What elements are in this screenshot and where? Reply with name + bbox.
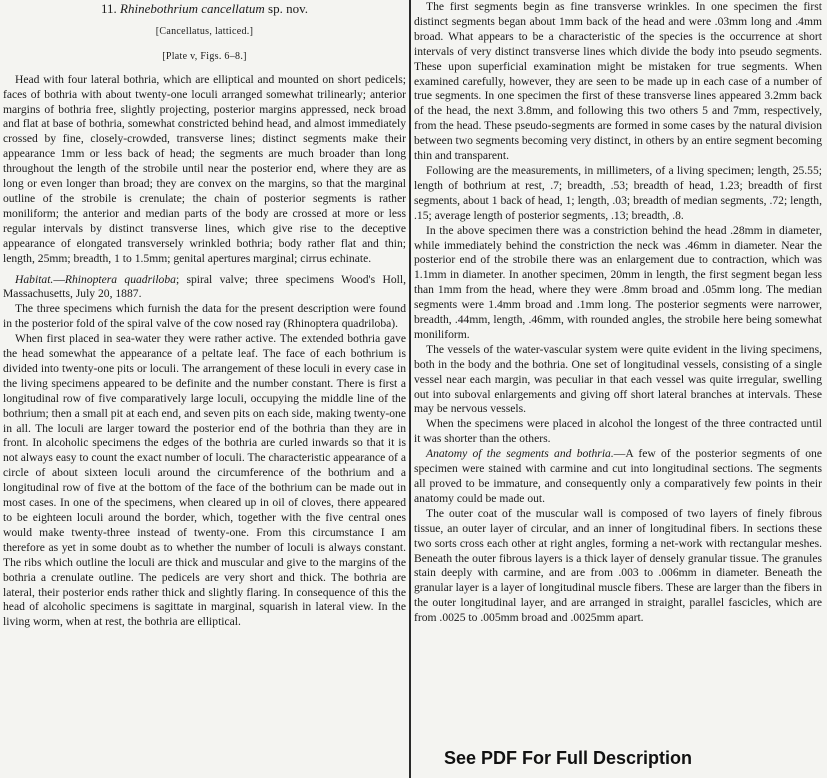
measurements-paragraph: Following are the measurements, in millimeters, of a living specimen; length, 25.55; length of bothrium at rest, .7; breadth, .53; breadth of head, 1.23; breadth of first segments, about 1 back of head, 1; length, .03; breadth of median segments, .72; length, .15; average length of posterior segments, .13; breadth, .8. [414,163,822,222]
habitat-paragraph: Habitat.—Rhinoptera quadriloba; spiral valve; three specimens Wood's Holl, Massachusetts, July 20, 1887. [3,272,406,301]
right-column [414,0,822,626]
habitat-label: Habitat. [15,272,54,286]
segments-paragraph: The first segments begin as fine transverse wrinkles. In one specimen the first distinct segments began about 1mm back of the head and were .03mm long and .4mm broad. What appears to be a characteristic of the species is the occurrence at short intervals of very distinct transverse lines which divide the body into pseudo segments. These upon superficial examination might be mistaken for true segments. When examined carefully, however, they are seen to be made up in each case of a number of true segments. In one specimen the first of these transverse lines appeared 3.2mm back of the head, the next 3.8mm, and following this two others 5 and 7mm, respectively, from the head. These pseudo-segments are formed in some cases by the natural division between two segments becoming very distinct, in others by an entire segment becoming thin and transparent. [414,0,822,163]
muscular-wall-paragraph: The outer coat of the muscular wall is composed of two layers of finely fibrous tissue, an outer layer of circular, and an inner of longitudinal fibers. In sections these two sorts cross each other at right angles, forming a net-work with rectangular meshes. Beneath the outer fibrous layers is a thick layer of densely granular tissue. The granules stain deeply with carmine, and are from .003 to .006mm in diameter. Beneath the granular layer is a layer of longitudinal muscle fibers. These are larger than the fibers in the outer longitudinal layer, and are arranged in straight, parallel fascicles, which are from .0025 to .005mm broad and .0025mm apart. [414,506,822,625]
anatomy-label: Anatomy of the segments and bothria. [426,447,614,461]
description-paragraph: Head with four lateral bothria, which are elliptical and mounted on short pedicels; faces of bothria with about twenty-one loculi arranged somewhat trilinearly; anterior margins of bothria free, slightly projecting, posterior margins appressed, neck broad and flat at base of bothria, somewhat constricted behind head, and almost immediately crossed by fine, closely-crowded, transverse lines; distinct segments make their appearance 1mm or less back of head; the segments are much broader than long throughout the length of the strobile until near the posterior end, where they are as long or even longer than broad; they are convex on the margins, so that the marginal outline of the strobile is crenulate; the chain of posterior segments is rather moniliform; the anterior and median parts of the body are crossed at more or less regular intervals by distinct transverse lines, which give rise to the deceptive appearance of elongated transversely wrinkled bothria; body rather flat and thin; length, 25mm; breadth, 1 to 1.5mm; genital apertures marginal; cirrus echinate. [3,72,406,265]
anatomy-paragraph [414,447,822,507]
habitat-text: ; spiral valve; three specimens Wood's Holl, Massachusetts, July 20, 1887. [3,272,406,301]
vessels-paragraph: The vessels of the water-vascular system were quite evident in the living specimens, both in the body and the bothria. One set of longitudinal vessels, consisting of a single vessel near each margin, was peculiar in that each vessel was quite irregular, swelling out into suboval enlargements and giving off short lateral branches at intervals. These may be nervous vessels. [414,342,822,416]
habitat-host: Rhinoptera quadriloba [64,272,176,286]
species-name: Rhinebothrium cancellatum [120,1,265,16]
species-number: 11. [100,1,117,16]
column-divider [409,0,411,778]
left-column [3,0,406,630]
alcohol-paragraph: When the specimens were placed in alcohol the longest of the three contracted until it was shorter than the others. [414,417,822,446]
plate-reference: [Plate v, Figs. 6–8.] [162,50,247,62]
etymology: [Cancellatus, latticed.] [155,25,254,37]
constriction-paragraph: In the above specimen there was a constriction behind the head .28mm in diameter, while immediately behind the constriction the neck was .46mm in diameter. Near the posterior end of the strobile there was an enlargement due to contraction, which was 1.1mm in diameter. In another specimen, 20mm in length, the first segment began less than 1mm from the head, where they were .8mm broad and .05mm long. The median segments were 1.4mm broad and .1mm long. The posterior segments were narrower, breadth, .44mm, length, .46mm, with rounded angles, the strobile here being somewhat moniliform. [414,223,822,341]
bothria-paragraph: When first placed in sea-water they were rather active. The extended bothria gave the head somewhat the appearance of a peltate leaf. The face of each bothrium is divided into twenty-one pits or loculi. The arrangement of these loculi in every case in the living specimens appeared to be definite and the number constant. There is first a longitudinal row of five comparatively large loculi, occupying the middle line of the bothrium; then a small pit at each end, and seven pits on each side, making twenty-one in all. The loculi are larger toward the posterior end of the bothria than they are in front. In alcoholic specimens the edges of the bothria are curled inwards so that it is not always easy to count the exact number of loculi. The characteristic appearance of a circle of about sixteen loculi around the circumference of the bothrium and a longitudinal row of five at the bottom of the face of the bothrium can be made out in most cases. In one of the specimens, when cleared up in oil of cloves, there appeared to be eighteen loculi around the border, which, together with the five central ones would make twenty-three instead of twenty-one. From this circumstance I am therefore as yet in some doubt as to whether the number of loculi is always constant. The ribs which outline the loculi are thick and muscular and give to the margins of the bothria a crenulate outline. The pedicels are very short and thick. The bothria are lateral, their posterior ends rather thick and slightly flaring. In consequence of this the head of alcoholic specimens is sagittate in marginal, squarish in lateral view. In the living worm, when at rest, the bothria are elliptical. [3,332,406,629]
species-suffix: sp. nov. [268,1,309,16]
anatomy-text: —A few of the posterior segments of one specimen were stained with carmine and cut into longitudinal sections. The segments all proved to be immature, and consequently only a comparatively few points in their anatomy could be made out. [414,447,822,505]
specimens-paragraph: The three specimens which furnish the data for the present description were found in the posterior fold of the spiral valve of the cow nosed ray (Rhinoptera quadriloba). [3,302,406,331]
see-pdf-note: See PDF For Full Description [440,748,696,769]
species-heading [3,2,406,17]
